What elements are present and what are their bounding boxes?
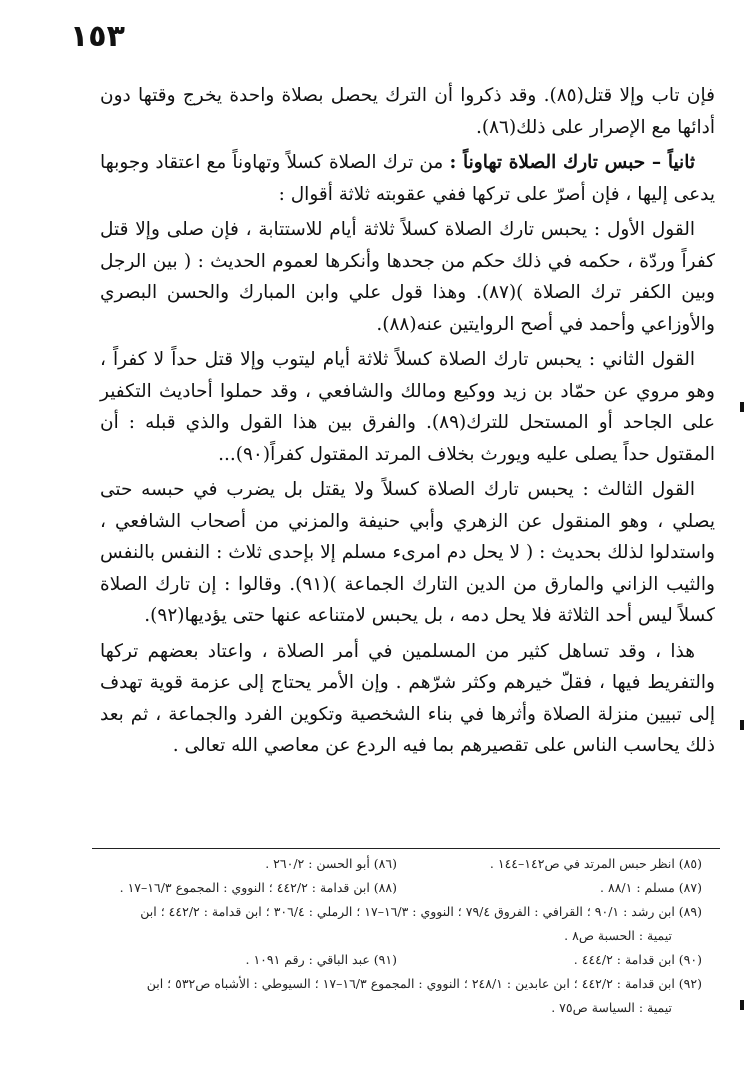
section-heading-text: من ترك الصلاة كسلاً وتهاوناً مع اعتقاد وجوبها يدعى إليها ، فإن أصرّ على تركها ففي عقوبته ثلاثة أقوال :: [100, 152, 715, 205]
footnote-row: [92, 876, 702, 900]
footnote-87: (٨٧) مسلم : ٨٨/١ .: [600, 880, 702, 895]
footnote-86: (٨٦) أبو الحسن : ٢٦٠/٢ .: [265, 856, 397, 871]
footnote-divider: [92, 848, 720, 849]
footnote-row: [92, 948, 702, 972]
paragraph-third-opinion: القول الثالث : يحبس تارك الصلاة كسلاً ولا يقتل بل يضرب في حبسه حتى يصلي ، وهو المنقول عن الزهري وأبي حنيفة والمزني من أصحاب الشافعي ، واستدلوا لذلك بحديث : ( لا يحل دم امرىء مسلم إلا بإحدى ثلاث : النفس بالنفس والثيب الزاني والمارق من الدين التارك الجماعة )(٩١). وقالوا : إن تارك الصلاة كسلاً ليس أحد الثلاثة فلا يحل دمه ، بل يحبس لامتناعه عنها حتى يؤديها(٩٢).: [100, 479, 715, 626]
footnote-92-continued: تيمية : السياسة ص٧٥ .: [551, 1000, 672, 1015]
footnote-85: (٨٥) انظر حبس المرتد في ص١٤٢–١٤٤ .: [489, 856, 702, 871]
footnote-row: [92, 924, 702, 948]
page-number: ١٥٣: [70, 19, 125, 54]
footnote-row: [92, 972, 702, 996]
section-heading: ثانياً – حبس تارك الصلاة تهاوناً :: [449, 152, 695, 173]
paragraph-intro: فإن تاب وإلا قتل(٨٥). وقد ذكروا أن الترك يحصل بصلاة واحدة يخرج وقتها دون أدائها مع الإصرار على ذلك(٨٦).: [100, 85, 715, 138]
paragraph-heading: [100, 147, 715, 210]
scan-edge-mark: [740, 1000, 744, 1010]
footnotes: [92, 852, 702, 1020]
paragraph-second-opinion: القول الثاني : يحبس تارك الصلاة كسلاً ثلاثة أيام ليتوب وإلا قتل حداً لا كفراً ، وهو مروي عن حمّاد بن زيد ووكيع ومالك والشافعي ، وقد حملوا أحاديث التكفير على الجاحد أو المستحل للترك(٨٩). والفرق بين هذا القول والذي قبله : أن المقتول حداً يصلى عليه ويورث بخلاف المرتد المقتول كفراً(٩٠)...: [100, 349, 715, 465]
footnote-row: [92, 996, 702, 1020]
scan-edge-mark: [740, 720, 744, 730]
footnote-row: [92, 900, 702, 924]
footnote-88: (٨٨) ابن قدامة : ٤٤٢/٢ ؛ النووي : المجموع ١٦/٣–١٧ .: [119, 880, 397, 895]
footnote-89-continued: تيمية : الحسبة ص٨ .: [564, 928, 672, 943]
footnote-row: [92, 852, 702, 876]
footnote-89: (٨٩) ابن رشد : ٩٠/١ ؛ القرافي : الفروق ٧٩/٤ ؛ النووي : ١٦/٣–١٧ ؛ الرملي : ٣٠٦/٤ ؛ ابن قدامة : ٤٤٢/٢ ؛ ابن: [140, 904, 702, 919]
footnote-92: (٩٢) ابن قدامة : ٤٤٢/٢ ؛ ابن عابدين : ٢٤٨/١ ؛ النووي : المجموع ١٦/٣–١٧ ؛ السيوطي : الأشباه ص٥٣٢ ؛ ابن: [146, 976, 702, 991]
footnote-90: (٩٠) ابن قدامة : ٤٤٤/٢ .: [573, 952, 702, 967]
paragraph-first-opinion: القول الأول : يحبس تارك الصلاة كسلاً ثلاثة أيام للاستتابة ، فإن صلى وإلا قتل كفراً وردّة ، حكمه في ذلك حكم من جحدها وأنكرها لعموم الحديث : ( بين الرجل وبين الكفر ترك الصلاة )(٨٧). وهذا قول علي وابن المبارك والحسن البصري والأوزاعي وأحمد في أصح الروايتين عنه(٨٨).: [100, 219, 715, 335]
paragraph-conclusion: هذا ، وقد تساهل كثير من المسلمين في أمر الصلاة ، واعتاد بعضهم تركها والتفريط فيها ، فقلّ خيرهم وكثر شرّهم . وإن الأمر يحتاج إلى عزمة قوية تهدف إلى تبيين منزلة الصلاة وأثرها في بناء الشخصية وتكوين الفرد والجماعة ، ثم بعد ذلك يحاسب الناس على تقصيرهم بما فيه الردع عن معاصي الله تعالى .: [100, 640, 715, 756]
footnote-91: (٩١) عبد الباقي : رقم ١٠٩١ .: [245, 952, 397, 967]
main-text: [100, 80, 715, 766]
scan-edge-mark: [740, 402, 744, 412]
